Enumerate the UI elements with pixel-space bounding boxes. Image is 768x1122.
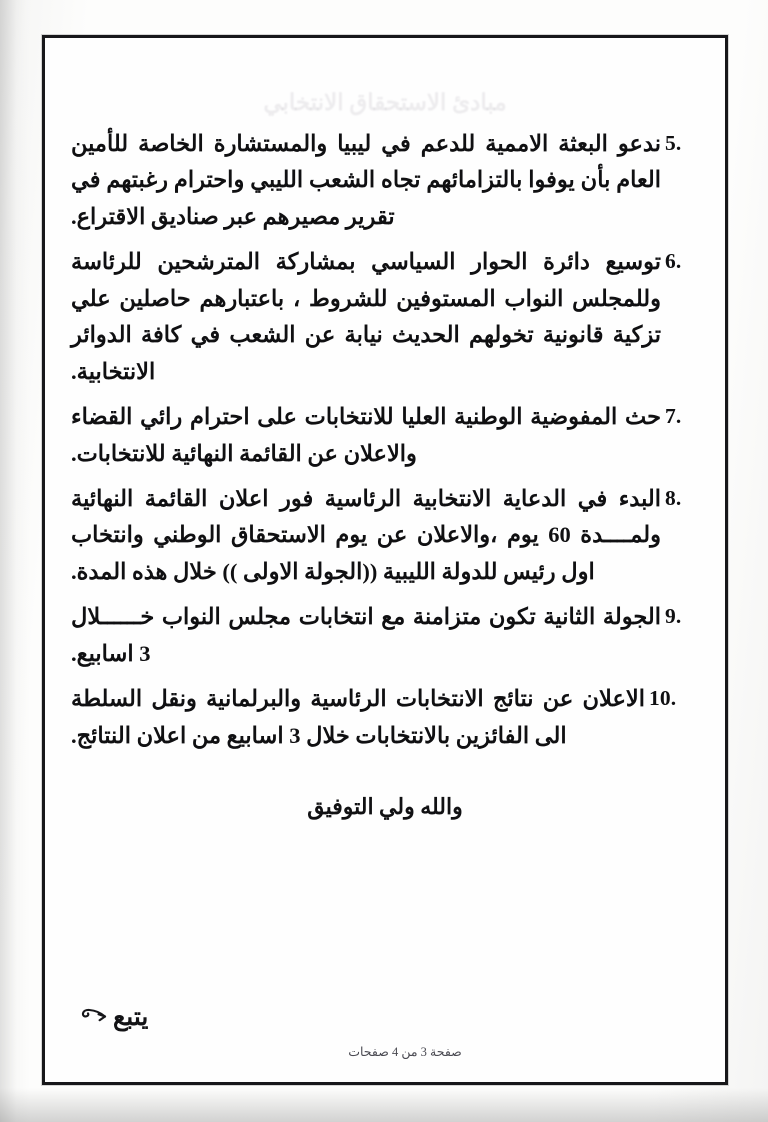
clause-number: 10. [649, 686, 677, 711]
arrow-pointer-icon [81, 1007, 107, 1027]
continued-marker [81, 1002, 148, 1032]
scan-shadow-bottom [0, 1088, 768, 1122]
continued-label: يتبع [113, 1004, 149, 1031]
clause-text: توسيع دائرة الحوار السياسي بمشاركة المترشحين للرئاسة وللمجلس النواب المستوفين للشروط ، باعتبارهم حاصلين علي تزكية قانونية تخولهم الحديث نيابة عن الشعب في كافة الدوائر الانتخابية. [71, 249, 661, 384]
clause-item [71, 244, 699, 390]
closing-invocation: والله ولي التوفيق [307, 794, 463, 819]
clause-text: ندعو البعثة الاممية للدعم في ليبيا والمستشارة الخاصة للأمين العام بأن يوفوا بالتزامائهم تجاه الشعب الليبي واحترام رغبتهم في تقرير مصيرهم عبر صناديق الاقتراع. [71, 131, 661, 229]
clause-item [71, 681, 699, 754]
page-footer-area [71, 970, 699, 1060]
ghost-heading-bleedthrough: مبادئ الاستحقاق الانتخابي [263, 90, 507, 115]
clause-number: 7. [665, 404, 682, 429]
clause-item [71, 126, 699, 235]
clause-number: 5. [665, 131, 682, 155]
clause-text: حث المفوضية الوطنية العليا للانتخابات على احترام رائي القضاء والاعلان عن القائمة النهائية للانتخابات. [71, 404, 661, 466]
clause-text: الاعلان عن نتائج الانتخابات الرئاسية والبرلمانية ونقل السلطة الى الفائزين بالانتخابات خلال 3 اسابيع من اعلان النتائج. [71, 686, 645, 748]
scan-shadow-left [0, 0, 30, 1122]
clause-number: 8. [665, 485, 682, 510]
clause-item [71, 599, 699, 672]
page-number-footer: صفحة 3 من 4 صفحات [348, 1045, 462, 1059]
clause-text: الجولة الثانية تكون متزامنة مع انتخابات مجلس النواب خــــــلال 3 اسابيع. [71, 604, 661, 666]
document-body [71, 126, 699, 820]
clause-number: 6. [665, 249, 682, 274]
clause-text: البدء في الدعاية الانتخابية الرئاسية فور اعلان القائمة النهائية ولمــــدة 60 يوم ،والاعلان عن يوم الاستحقاق الوطني وانتخاب اول رئيس للدولة الليبية ((الجولة الاولى )) خلال هذه المدة. [71, 485, 661, 584]
clause-item [71, 481, 699, 590]
clause-item [71, 399, 699, 472]
clause-number: 9. [665, 604, 682, 629]
document-border-frame [42, 35, 728, 1085]
clause-list [71, 126, 699, 754]
